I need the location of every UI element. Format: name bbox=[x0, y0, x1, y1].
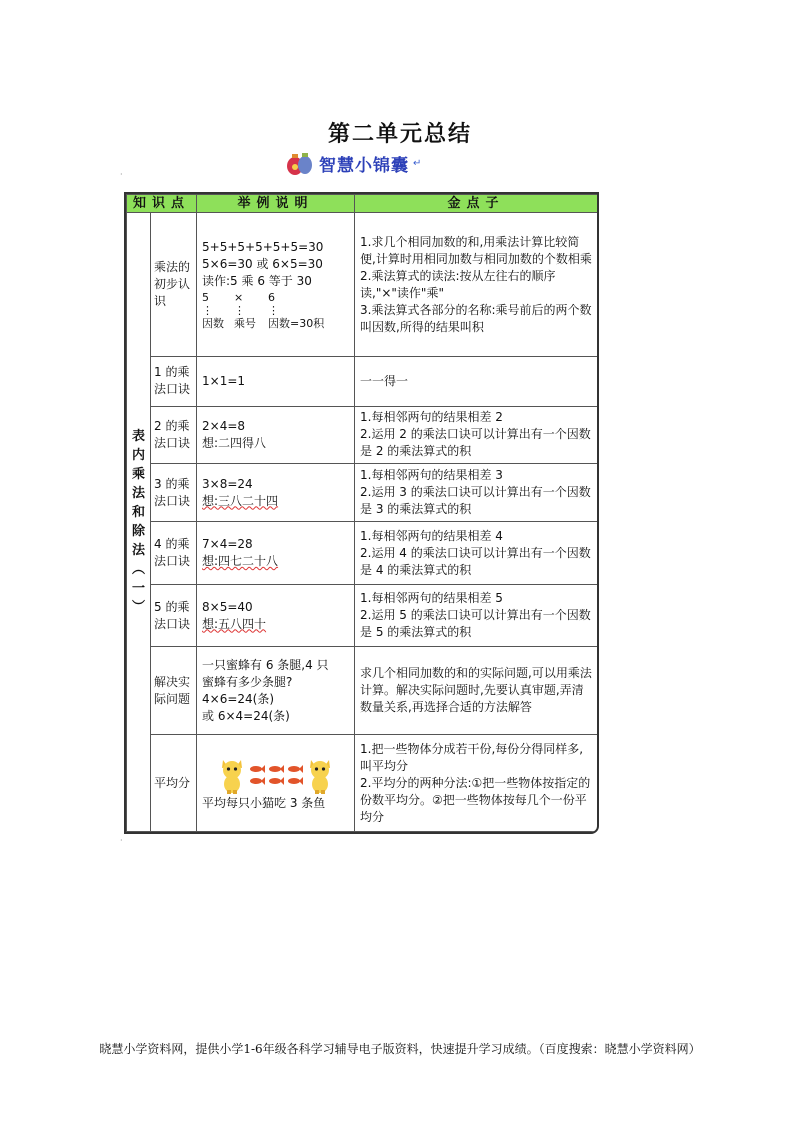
subtitle-block bbox=[285, 148, 421, 178]
paragraph-mark: · bbox=[120, 836, 123, 845]
topic-cell: 5 的乘法口诀 bbox=[151, 584, 197, 647]
header-knowledge-point: 知识点 bbox=[127, 195, 197, 213]
table-row bbox=[127, 584, 598, 647]
table-row bbox=[127, 406, 598, 463]
section-label-char: ︶ bbox=[131, 600, 145, 615]
example-cell: 2×4=8 想:二四得八 bbox=[197, 406, 355, 463]
section-label-char: 除 bbox=[131, 524, 145, 539]
topic-cell: 乘法的初步认识 bbox=[151, 213, 197, 357]
topic-cell: 1 的乘法口诀 bbox=[151, 357, 197, 406]
topic-cell: 解决实际问题 bbox=[151, 647, 197, 735]
multiplication-notation: 5 × 6 ⋮ ⋮ ⋮ 因数 乘号 因数=30积 bbox=[202, 291, 325, 331]
table-row bbox=[127, 213, 598, 357]
table-row bbox=[127, 357, 598, 406]
tip-cell: 1.每相邻两句的结果相差 5 2.运用 5 的乘法口诀可以计算出有一个因数是 5 的乘法算式的积 bbox=[355, 584, 598, 647]
cats-and-fish-illustration bbox=[202, 755, 349, 795]
return-mark-icon: ↵ bbox=[413, 157, 422, 169]
tip-cell: 求几个相同加数的和的实际问题,可以用乘法计算。解决实际问题时,先要认真审题,弄清数量关系,再选择合适的方法解答 bbox=[355, 647, 598, 735]
topic-cell: 4 的乘法口诀 bbox=[151, 522, 197, 585]
table-row bbox=[127, 522, 598, 585]
header-example: 举例说明 bbox=[197, 195, 355, 213]
topic-cell: 3 的乘法口诀 bbox=[151, 464, 197, 522]
section-label-char: 和 bbox=[131, 505, 145, 520]
example-cell: 7×4=28 想:四七二十八 bbox=[197, 522, 355, 585]
tip-cell: 1.求几个相同加数的和,用乘法计算比较简便,计算时用相同加数与相同加数的个数相乘 2.乘法算式的读法:按从左往右的顺序读,"×"读作"乘" 3.乘法算式各部分的名称:乘号前后的两个数叫因数,所得的结果叫积 bbox=[355, 213, 598, 357]
example-cell: 3×8=24 想:三八二十四 bbox=[197, 464, 355, 522]
cat-icon bbox=[219, 756, 245, 794]
section-label-char: 内 bbox=[131, 448, 145, 463]
header-tips: 金点子 bbox=[355, 195, 598, 213]
topic-cell: 2 的乘法口诀 bbox=[151, 406, 197, 463]
section-label bbox=[127, 213, 151, 832]
subtitle-text: 智慧小锦囊 bbox=[319, 155, 409, 176]
section-label-char: 乘 bbox=[131, 467, 145, 482]
section-label-char: 法 bbox=[131, 543, 145, 558]
page-title: 第二单元总结 bbox=[327, 122, 472, 147]
fish-icon bbox=[287, 765, 303, 773]
cat-icon bbox=[307, 756, 333, 794]
example-cell: 5+5+5+5+5+5=30 5×6=30 或 6×5=30 读作:5 乘 6 等于 30 5 × 6 ⋮ ⋮ ⋮ 因数 乘号 因数=30积 bbox=[197, 213, 355, 357]
fish-group bbox=[249, 765, 303, 785]
tip-cell: 1.每相邻两句的结果相差 4 2.运用 4 的乘法口诀可以计算出有一个因数是 4 的乘法算式的积 bbox=[355, 522, 598, 585]
table-row bbox=[127, 647, 598, 735]
example-cell: 1×1=1 bbox=[197, 357, 355, 406]
brocade-bag-icon bbox=[285, 149, 315, 177]
tip-cell: 1.每相邻两句的结果相差 2 2.运用 2 的乘法口诀可以计算出有一个因数是 2 的乘法算式的积 bbox=[355, 406, 598, 463]
fish-icon bbox=[249, 777, 265, 785]
tip-cell: 1.把一些物体分成若干份,每份分得同样多,叫平均分 2.平均分的两种分法:①把一些物体按指定的份数平均分。②把一些物体按每几个一份平均分 bbox=[355, 735, 598, 832]
tip-cell: 一一得一 bbox=[355, 357, 598, 406]
footer-text: 晓慧小学资料网，提供小学1-6年级各科学习辅导电子版资料，快速提升学习成绩。（百度搜索：晓慧小学资料网） bbox=[99, 1042, 701, 1056]
table-header-row bbox=[127, 195, 598, 213]
fish-icon bbox=[268, 765, 284, 773]
example-cell: 平均每只小猫吃 3 条鱼 bbox=[197, 735, 355, 832]
table-row bbox=[127, 464, 598, 522]
example-cell: 8×5=40 想:五八四十 bbox=[197, 584, 355, 647]
tip-cell: 1.每相邻两句的结果相差 3 2.运用 3 的乘法口诀可以计算出有一个因数是 3 的乘法算式的积 bbox=[355, 464, 598, 522]
paragraph-mark: · bbox=[120, 170, 123, 179]
example-cell: 一只蜜蜂有 6 条腿,4 只 蜜蜂有多少条腿? 4×6=24(条) 或 6×4=24(条) bbox=[197, 647, 355, 735]
table-row bbox=[127, 735, 598, 832]
fish-icon bbox=[287, 777, 303, 785]
fish-icon bbox=[249, 765, 265, 773]
topic-cell: 平均分 bbox=[151, 735, 197, 832]
summary-table bbox=[124, 192, 599, 834]
section-label-char: ︵ bbox=[131, 562, 145, 577]
section-label-char: 法 bbox=[131, 486, 145, 501]
section-label-char: 一 bbox=[131, 581, 145, 596]
fish-icon bbox=[268, 777, 284, 785]
section-label-char: 表 bbox=[131, 429, 145, 444]
